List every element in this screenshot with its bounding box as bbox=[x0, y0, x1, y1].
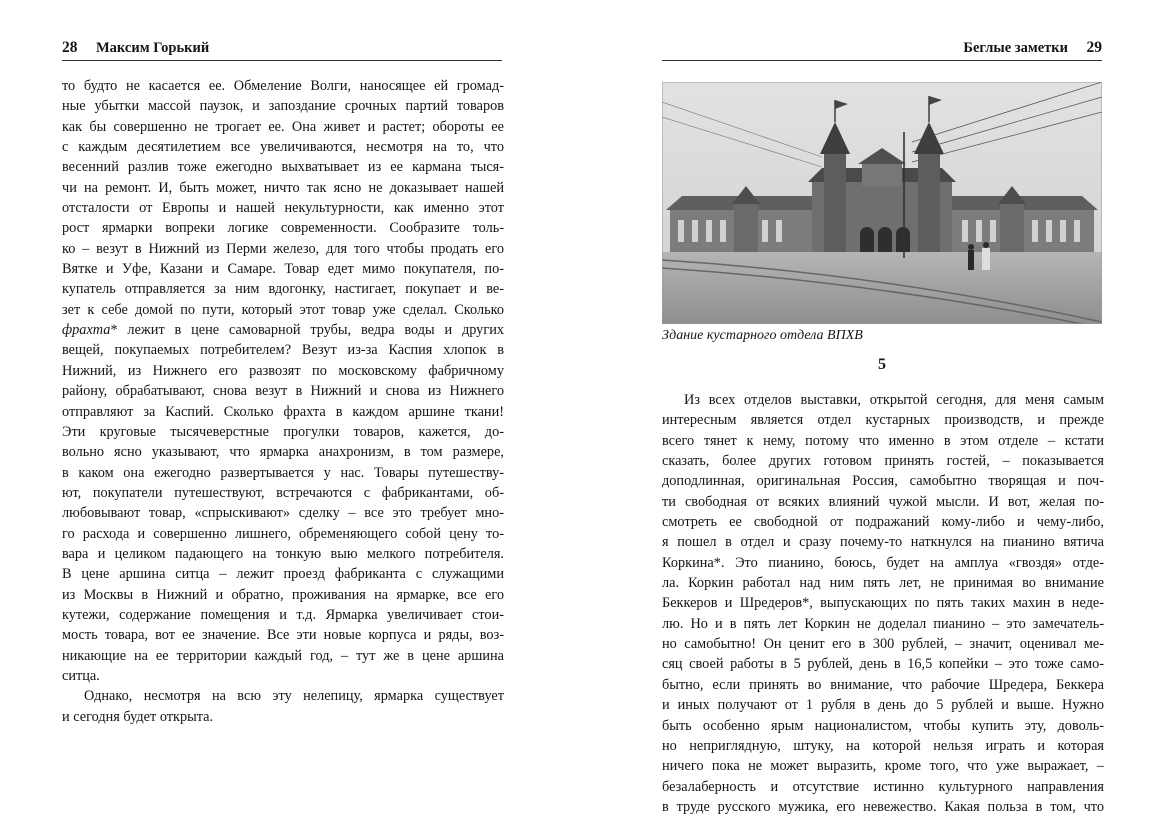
text-line: ные убытки массой паузок, и запоздание срочных партий товаров bbox=[62, 98, 504, 115]
text-line: в каком она ежегодно развертывается у нас. Товары путешеству- bbox=[62, 464, 504, 481]
text-line: весенний разлив тоже ежегодно выхватывает из ее кармана тыся- bbox=[62, 159, 504, 176]
text-line: кутежи, содержание помещения и т.д. Ярмарка увеличивает стои- bbox=[62, 606, 504, 623]
text-line: всего тянет к нему, потому что именно в этом отделе – кстати bbox=[662, 432, 1104, 449]
text-line: и иных получают от 1 рубля в день до 5 рублей и выше. Нужно bbox=[662, 697, 1104, 714]
left-page-text bbox=[62, 76, 504, 727]
text-line: Нижний, из Нижнего его развозят по московскому фабричному bbox=[62, 362, 504, 379]
text-line: из Москвы в Нижний и обратно, проживания на ярмарке, все его bbox=[62, 586, 504, 603]
text-line: никающие на ее территории каждый год, – тут же в цене аршина bbox=[62, 647, 504, 664]
pavilion-photo bbox=[662, 82, 1102, 324]
text-line: ти свободная от всяких влияний чужой мысли. И вот, желая по- bbox=[662, 493, 1104, 510]
text-line: то будто не касается ее. Обмеление Волги, наносящее ей громад- bbox=[62, 78, 504, 94]
text-line: доподлинная, оригинальная Россия, самобытно творящая и поч- bbox=[662, 473, 1104, 490]
text-line: любовывают товар, «спрыскивают» сделку – все это требует мно- bbox=[62, 505, 504, 522]
text-line: рост ярмарки вопреки логике современности. Сообразите толь- bbox=[62, 220, 504, 237]
text-line: Эти круговые тысячеверстные прогулки товаров, кажется, до- bbox=[62, 423, 504, 440]
running-title-left: Максим Горький bbox=[96, 40, 210, 56]
section-number: 5 bbox=[878, 356, 886, 373]
text-line: я пошел в отдел и сразу почему-то наткнулся на пианино вятича bbox=[662, 534, 1104, 551]
text-line: в труде русского мужика, его невежество. Какая польза в том, что bbox=[662, 798, 1104, 815]
text-line: району, обрабатывают, снова везут в Нижний и снова из Нижнего bbox=[62, 383, 504, 400]
text-line: фрахта* лежит в цене самоварной трубы, ведра воды и других bbox=[62, 322, 504, 339]
page-number-left: 28 bbox=[62, 39, 78, 56]
photo-caption: Здание кустарного отдела ВПХВ bbox=[662, 328, 863, 343]
text-line: вольно ясно указывают, что ярмарка анахронизм, в том размере, bbox=[62, 444, 504, 461]
text-line: смотреть ее свободной от подражаний кому-либо и чему-либо, bbox=[662, 514, 1104, 531]
text-line: Однако, несмотря на всю эту нелепицу, ярмарка существует bbox=[84, 688, 504, 705]
text-line: вара и целиком падающего на тонкую выю мелкого потребителя. bbox=[62, 545, 504, 562]
text-line: зет к себе домой по пути, который этот товар уже сделал. Сколько bbox=[62, 301, 504, 318]
text-line: сказать, более других готовом принять гостей, – показывается bbox=[662, 453, 1104, 470]
text-line: как бы совершенно не трогает ее. Она живет и растет; обороты ее bbox=[62, 118, 504, 135]
text-line: и сегодня будет открыта. bbox=[62, 708, 214, 725]
text-line: с каждым десятилетием все увеличиваются, несмотря на то, что bbox=[62, 139, 504, 156]
text-line: купатель отправляется за ним вдогонку, настигает, покупает и ве- bbox=[62, 281, 504, 298]
text-line: отправляют за Каспий. Сколько фрахта в каждом аршине ткани! bbox=[62, 403, 504, 420]
text-line: ко – везут в Нижний из Перми железо, для того чтобы продать его bbox=[62, 240, 504, 257]
text-line: сяц своей работы в 5 рублей, день в 16,5 копейки – это тоже само- bbox=[662, 656, 1104, 673]
text-line: чи на ремонт. И, быть может, ничто так ясно не доказывает нашей bbox=[62, 179, 504, 196]
text-line: безалаберность и отсутствие истинно культурного направления bbox=[662, 778, 1104, 795]
running-title-right: Беглые заметки bbox=[963, 40, 1068, 56]
right-page-header bbox=[662, 38, 1102, 61]
text-line: быть особенно ярым националистом, чтобы купить эту, доволь- bbox=[662, 717, 1104, 734]
text-line: ничего пока не может выразить, кроме того, что уже выражает, – bbox=[662, 758, 1104, 775]
text-line: мость товара, вот ее значение. Все эти новые корпуса и ряды, воз- bbox=[62, 627, 504, 644]
text-line: Беккеров и Шредеров*, выпускающих по пять таких махин в неде- bbox=[662, 595, 1104, 612]
text-line: бытно, если принять во внимание, что рабочие Шредера, Беккера bbox=[662, 676, 1104, 693]
text-line: Из всех отделов выставки, открытой сегодня, для меня самым bbox=[684, 392, 1104, 408]
right-page-text bbox=[662, 390, 1104, 817]
text-line: но неприглядную, штуку, на которой нельзя играть и которая bbox=[662, 737, 1104, 754]
text-line: ют, покупатели путешествуют, встречаются с фабрикантами, об- bbox=[62, 484, 504, 501]
text-line: ситца. bbox=[62, 667, 100, 684]
right-page bbox=[662, 0, 1102, 827]
text-line: ла. Коркин работал над ним пять лет, не принимая во внимание bbox=[662, 575, 1104, 592]
left-page bbox=[62, 0, 502, 827]
left-page-header bbox=[62, 38, 502, 61]
text-line: вещей, покупаемых потребителем? Везут из-за Каспия хлопок в bbox=[62, 342, 504, 359]
text-line: В цене аршина ситца – лежит проезд фабриканта с служащими bbox=[62, 566, 504, 583]
page-number-right: 29 bbox=[1086, 39, 1102, 56]
text-line: интересным является отдел кустарных производств, и прежде bbox=[662, 412, 1104, 429]
text-line: отсталости от Европы и нашей некультурности, как именно этот bbox=[62, 200, 504, 217]
text-line: но самобытно! Он ценит его в 300 рублей, – значит, оценивал ме- bbox=[662, 636, 1104, 653]
text-line: го расхода и совершенно лишнего, обременяющего собой цену то- bbox=[62, 525, 504, 542]
text-line: лю. Но и в пять лет Коркин не доделал пианино – это замечатель- bbox=[662, 615, 1104, 632]
text-line: Вятке и Уфе, Казани и Самаре. Товар едет мимо покупателя, по- bbox=[62, 261, 504, 278]
text-line: Коркина*. Это пианино, боюсь, будет на амплуа «гвоздя» отде- bbox=[662, 554, 1104, 571]
